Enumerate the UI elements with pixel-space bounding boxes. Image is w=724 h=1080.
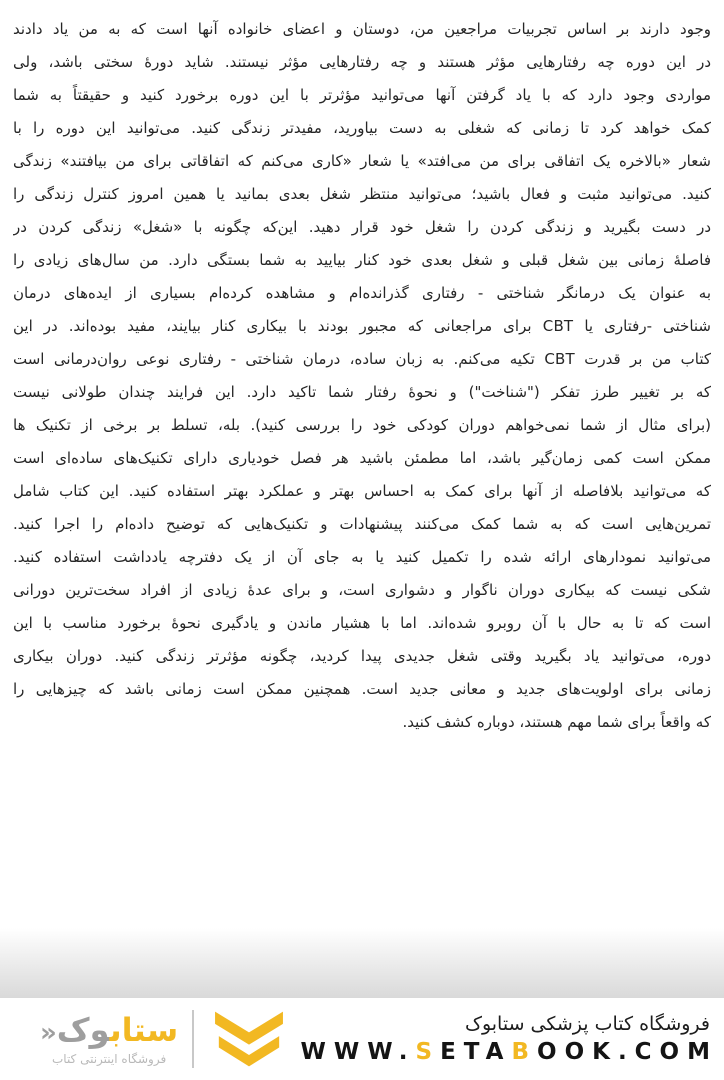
text-line: وجود دارند بر اساس تجربیات مراجعین من، دوستان و اعضای خانواده آنها است که به من یاد دادند [13,20,711,38]
store-info [300,1013,718,1065]
text-line: فاصلهٔ زمانی بین شغل قبلی و شغل بعدی خود کنار بیایید به شما بستگی دارد. من سال‌های زیادی را [13,251,711,269]
text-line: تمرین‌هایی است که به شما کمک می‌کنند پیشنهادات و تکنیک‌هایی که توضیح داده‌ام را اجرا کنید. [13,515,711,533]
website-url-ookcom: OOK.COM [537,1039,718,1065]
text-line: کنید. می‌توانید مثبت و فعال باشید؛ می‌توانید منتظر شغل بعدی بمانید یا همین امروز کنترل زندگی را [13,185,711,203]
website-url-prefix: WWW. [300,1039,416,1065]
logo-wordmark-gold: ستاب [109,1010,179,1049]
website-url [301,1039,719,1065]
text-line: شعار «بالاخره یک اتفاقی برای من می‌افتد» یا شعار «کاری می‌کنم که اتفاقاتی برای من بیافتند» زندگی [13,152,711,170]
website-url-s: S [415,1039,441,1065]
logo-divider [192,1010,194,1068]
text-line: شکی نیست که بیکاری دوران ناگوار و دشواری است، و برای عدهٔ زیادی از افراد سخت‌ترین دورانی [13,581,711,599]
text-line: که بر تغییر طرز تفکر ("شناخت") و نحوهٔ رفتار شما تاکید دارد. این فرایند چندان طولانی نیست [13,383,711,401]
website-url-eta: ETA [440,1039,512,1065]
book-page-text [13,13,711,739]
text-line: است که تا به حال با آن روبرو شده‌اند. اما با هشیار ماندن و یادگیری نحوهٔ برخورد مناسب با این [13,614,711,632]
logo-wordmark-block [40,1010,179,1066]
setabook-logo [40,1006,290,1072]
text-line: در این دوره چه رفتارهایی مؤثر هستند و چه رفتارهایی مؤثر نیستند. شاید دورهٔ سختی باشد، ولی [13,53,711,71]
setabook-s-chevron-icon [208,1006,290,1072]
footer-brand-bar [0,998,724,1080]
website-url-b: B [511,1039,538,1065]
text-line: مواردی وجود دارد که با یاد گرفتن آنها می‌توانید مؤثرتر با این دوره برخورد کنید و حقیقتاً به شما [13,86,711,104]
logo-wordmark [40,1010,179,1050]
text-line: دوره، می‌توانید یاد بگیرید وقتی شغل جدیدی پیدا کردید، چگونه مؤثرتر زندگی کنید. دوران بیکاری [13,647,711,665]
text-line: به عنوان یک درمانگر شناختی - رفتاری گذرانده‌ام و مشاهده کرده‌ام بسیاری از ایده‌های درمان [13,284,711,302]
text-line: زمانی برای اولویت‌های جدید و معانی جدید است. همچنین ممکن است زمانی باشد که چیزهایی را [13,680,711,698]
text-line: که واقعاً برای شما مهم هستند، دوباره کشف کنید. [402,713,711,731]
text-line: (برای مثال از شما نمی‌خواهم دوران کودکی خود را بررسی کنید). بله، تسلط بر برخی از تکنیک ها [13,416,711,434]
text-line: ممکن است کمی زمان‌گیر باشد، اما مطمئن باشید هر فصل خودیاری دارای تکنیک‌های ساده‌ای است [13,449,711,467]
text-line: کتاب من بر قدرت CBT تکیه می‌کنم. به زبان ساده، درمان شناختی - رفتاری نوعی روان‌درمانی است [13,350,711,368]
logo-subtitle: فروشگاه اینترنتی کتاب [51,1051,167,1066]
text-line: در دست بگیرید و زندگی کردن را شغل خود قرار دهید. این‌که چگونه با «شغل» زندگی کردن در [13,218,711,236]
text-line: می‌توانید نمودارهای ارائه شده را تکمیل کنید یا به جای آن از یک دفترچه یادداشت استفاده کنید. [13,548,711,566]
logo-guillemet: « [40,1017,57,1048]
store-title: فروشگاه کتاب پزشکی ستابوک [464,1013,710,1035]
text-line: شناختی -رفتاری یا CBT برای مراجعانی که مجبور بودند با بیکاری کنار بیایند، مفید بوده‌اند. در این [13,317,711,335]
page-edge-shadow [0,928,724,998]
text-line: کمک خواهد کرد تا زمانی که شغلی به دست بیاورید، مفیدتر زندگی کنید. می‌توانید این دوره را با [13,119,711,137]
text-line: که می‌توانید بلافاصله از آنها برای کمک به احساس بهتر و عملکرد بهتر استفاده کنید. این کتاب شامل [13,482,711,500]
logo-wordmark-gray: وک [56,1010,110,1049]
